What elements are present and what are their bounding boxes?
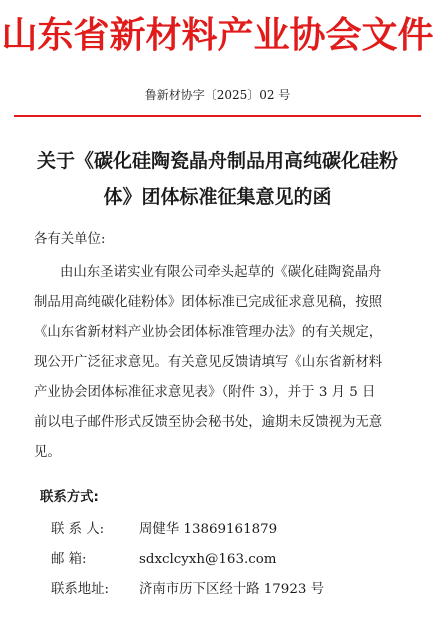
body-line: 产业协会团体标准征求意见表》（附件 3），并于 3 月 5 日 bbox=[34, 385, 376, 400]
document-number: 鲁新材协字〔2025〕02 号 bbox=[144, 88, 291, 102]
title-line-1: 关于《碳化硅陶瓷晶舟制品用高纯碳化硅粉 bbox=[36, 150, 398, 172]
contact-email-value: sdxclcyxh@163.com bbox=[139, 552, 277, 567]
contact-address-label: 联系地址: bbox=[51, 582, 110, 597]
body-line: 《山东省新材料产业协会团体标准管理办法》的有关规定， bbox=[34, 325, 383, 340]
red-divider-line bbox=[14, 115, 421, 117]
salutation: 各有关单位: bbox=[34, 232, 106, 247]
title-line-2: 体》团体标准征集意见的函 bbox=[103, 186, 332, 208]
contact-person-row bbox=[51, 521, 277, 539]
organization-header: 山东省新材料产业协会文件 bbox=[1, 15, 434, 56]
body-line: 见。 bbox=[34, 445, 61, 460]
contact-address-row bbox=[51, 581, 324, 599]
document-title bbox=[20, 143, 415, 215]
contact-address-value: 济南市历下区经十路 17923 号 bbox=[139, 582, 325, 597]
body-line: 现公开广泛征求意见。有关意见反馈请填写《山东省新材料 bbox=[34, 355, 383, 370]
contact-email-row bbox=[51, 551, 276, 569]
contact-heading: 联系方式: bbox=[40, 490, 99, 505]
body-line: 制品用高纯碳化硅粉体》团体标准已完成征求意见稿，按照 bbox=[34, 295, 383, 310]
body-line: 前以电子邮件形式反馈至协会秘书处，逾期未反馈视为无意 bbox=[34, 415, 383, 430]
contact-person-label: 联 系 人: bbox=[51, 522, 105, 537]
contact-email-label: 邮 箱: bbox=[51, 552, 87, 567]
body-line: 由山东圣诺实业有限公司牵头起草的《碳化硅陶瓷晶舟 bbox=[60, 265, 382, 280]
contact-person-value: 周健华 13869161879 bbox=[139, 522, 278, 537]
letter-body bbox=[34, 258, 419, 468]
